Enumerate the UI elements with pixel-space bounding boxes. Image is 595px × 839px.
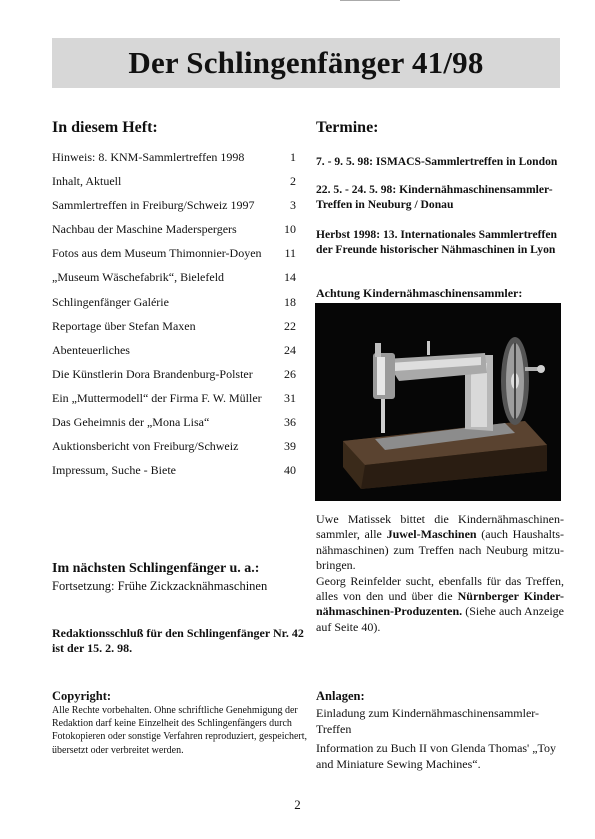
achtung-text-part: (Siehe auch Anzeige auf Seite 40). xyxy=(316,604,564,634)
toc-entry-title: Nachbau der Maschine Maderspergers xyxy=(52,222,237,237)
toc-entry-title: Abenteuerliches xyxy=(52,342,130,357)
toc-entry-page: 18 xyxy=(284,294,296,309)
achtung-highlight: Nürnberger Kinder-nähmaschinen-Produzenten. xyxy=(316,589,564,619)
termine-heading: Termine: xyxy=(316,119,379,136)
toc-entry xyxy=(52,174,296,198)
toc-entry-title: Schlingenfänger Galérie xyxy=(52,294,169,309)
anlagen-list xyxy=(316,706,566,776)
toc-entry-title: Inhalt, Aktuell xyxy=(52,174,122,189)
toc-entry-page: 31 xyxy=(284,390,296,405)
next-issue-heading: Im nächsten Schlingenfänger u. a.: xyxy=(52,561,260,576)
toc-entry-title: Die Künstlerin Dora Brandenburg-Polster xyxy=(52,366,253,381)
redaktionsschluss-note: Redaktionsschluß für den Schlingenfänger Nr. 42 ist der 15. 2. 98. xyxy=(52,626,304,655)
title-banner xyxy=(52,38,560,88)
page-number: 2 xyxy=(294,797,301,812)
toc-entry-title: Hinweis: 8. KNM-Sammlertreffen 1998 xyxy=(52,150,245,164)
toc-entry-title: Fotos aus dem Museum Thimonnier-Doyen xyxy=(52,246,262,261)
toc-entry-page: 22 xyxy=(284,318,296,333)
anlagen-item: Einladung zum Kindernähmaschinensammler-Treffen xyxy=(316,706,540,736)
toc-entry xyxy=(52,270,296,294)
toc-heading: In diesem Heft: xyxy=(52,119,158,136)
toc-entry xyxy=(52,439,296,463)
toc-entry xyxy=(52,319,296,343)
termin-item: Herbst 1998: 13. Internationales Sammlertreffen der Freunde historischer Nähmaschinen in Lyon xyxy=(316,228,557,256)
toc-entry xyxy=(52,198,296,222)
toc-entry-title: Das Geheimnis der „Mona Lisa“ xyxy=(52,415,210,430)
achtung-paragraph xyxy=(316,512,564,574)
achtung-text-part: Georg Reinfelder sucht, ebenfalls für das Treffen, alles von den und über die xyxy=(316,573,564,604)
toc-entry-title: Ein „Muttermodell“ der Firma F. W. Müller xyxy=(52,390,262,405)
next-issue-text: Fortsetzung: Frühe Zickzacknähmaschinen xyxy=(52,579,268,593)
toc-entry xyxy=(52,246,296,270)
toc-entry xyxy=(52,367,296,391)
table-of-contents xyxy=(52,150,296,487)
toc-entry xyxy=(52,415,296,439)
toc-entry-title: Auktionsbericht von Freiburg/Schweiz xyxy=(52,439,239,454)
page-title: Der Schlingenfänger 41/98 xyxy=(128,45,484,80)
toc-entry xyxy=(52,222,296,246)
toc-entry-page: 2 xyxy=(290,174,296,189)
toy-sewing-machine-image xyxy=(315,303,561,501)
achtung-text-part: Uwe Matissek bittet die Kindernähmaschinen-sammler, alle xyxy=(316,512,564,542)
termin-item: 22. 5. - 24. 5. 98: Kindernähmaschinensammler-Treffen in Neuburg / Donau xyxy=(316,183,553,211)
toc-entry-title: Reportage über Stefan Maxen xyxy=(52,318,196,333)
sewing-machine-photo xyxy=(315,303,561,501)
copyright-heading: Copyright: xyxy=(52,689,112,703)
toc-entry-title: Impressum, Suche - Biete xyxy=(52,463,176,478)
toc-entry-page: 40 xyxy=(284,463,296,478)
achtung-paragraph xyxy=(316,574,564,636)
toc-entry-page: 26 xyxy=(284,366,296,381)
toc-entry-page: 1 xyxy=(290,150,296,164)
toc-entry-page: 14 xyxy=(284,270,296,285)
termin-item: 7. - 9. 5. 98: ISMACS-Sammlertreffen in London xyxy=(316,155,558,168)
toc-entry-page: 39 xyxy=(284,439,296,454)
toc-entry xyxy=(52,391,296,415)
achtung-highlight: Juwel-Maschinen xyxy=(386,527,477,542)
achtung-text xyxy=(316,512,564,635)
toc-entry-title: „Museum Wäschefabrik“, Bielefeld xyxy=(52,270,225,285)
toc-entry-page: 36 xyxy=(284,415,296,430)
toc-entry-title: Sammlertreffen in Freiburg/Schweiz 1997 xyxy=(52,198,255,213)
toc-entry-page: 3 xyxy=(290,198,296,213)
toc-entry xyxy=(52,150,296,174)
anlagen-heading: Anlagen: xyxy=(316,689,365,703)
anlagen-item: Information zu Buch II von Glenda Thomas' „Toy and Miniature Sewing Machines“. xyxy=(316,741,557,771)
achtung-heading: Achtung Kindernähmaschinensammler: xyxy=(316,286,523,300)
toc-entry-page: 11 xyxy=(284,246,296,261)
copyright-text: Alle Rechte vorbehalten. Ohne schriftliche Genehmigung der Redaktion darf keine Einzelheit des Schlingenfängers durch Fotokopieren oder sonstige Verfahren reproduziert, gespeichert, übersetzt oder verbreitet werden. xyxy=(52,705,308,756)
toc-entry xyxy=(52,343,296,367)
toc-entry xyxy=(52,463,296,487)
achtung-text-part: (auch Haushalts-nähmaschinen) zum Treffen nach Neuburg mitzu-bringen. xyxy=(316,527,564,573)
toc-entry xyxy=(52,295,296,319)
toc-entry-page: 10 xyxy=(284,222,296,237)
top-rule xyxy=(340,0,400,1)
toc-entry-page: 24 xyxy=(284,342,296,357)
